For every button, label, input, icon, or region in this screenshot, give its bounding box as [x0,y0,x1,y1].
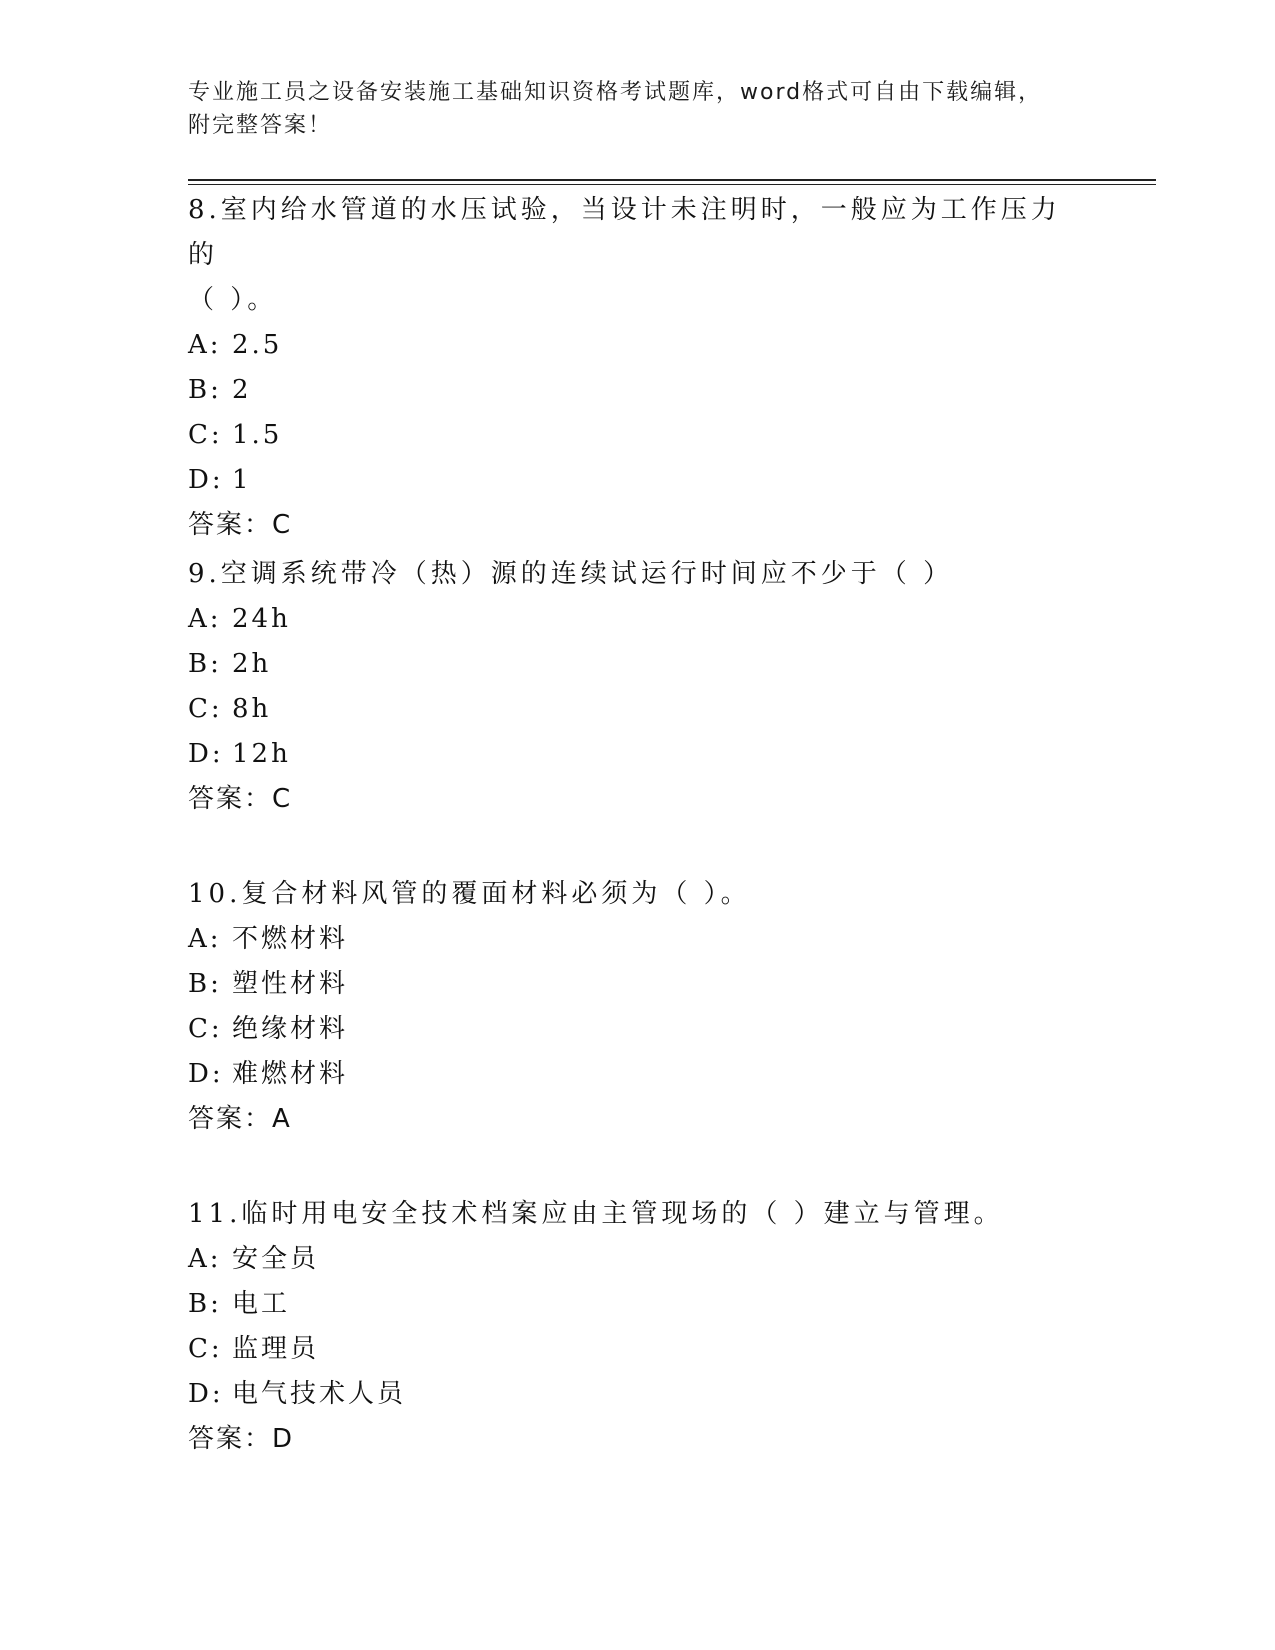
answer-line: 答案：C [188,510,293,540]
option-text: 监理员 [232,1334,320,1364]
option-letter: B: [188,649,222,679]
option-letter: C: [188,1334,223,1364]
option-b [188,642,1088,687]
option-a [188,323,1088,368]
option-letter: D: [188,1059,224,1089]
answer-line: 答案：A [188,1104,292,1134]
option-letter: C: [188,420,223,450]
option-letter: C: [188,1014,223,1044]
answer-line: 答案：C [188,784,293,814]
option-text: 2.5 [232,330,283,360]
option-text: 24h [232,604,291,634]
option-text: 安全员 [232,1244,320,1274]
option-text: 2 [232,375,252,405]
option-c [188,1327,1088,1372]
option-letter: D: [188,739,224,769]
option-text: 1 [232,465,252,495]
question-stem: 11.临时用电安全技术档案应由主管现场的（ ）建立与管理。 [188,1199,1004,1229]
option-a [188,597,1088,642]
option-a [188,917,1088,962]
option-d [188,458,1088,503]
question-11 [188,1192,1088,1462]
option-text: 不燃材料 [232,924,349,954]
option-letter: D: [188,465,224,495]
option-c [188,687,1088,732]
option-letter: A: [188,604,222,634]
option-c [188,413,1088,458]
question-stem-continued: （ ）。 [188,285,278,315]
option-text: 12h [232,739,291,769]
answer-line: 答案：D [188,1424,295,1454]
header-line-2: 附完整答案！ [188,113,333,138]
option-letter: B: [188,969,222,999]
option-c [188,1007,1088,1052]
option-text: 绝缘材料 [232,1014,349,1044]
question-10 [188,872,1088,1142]
question-stem: 10.复合材料风管的覆面材料必须为（ ）。 [188,879,751,909]
question-9 [188,552,1088,822]
option-text: 1.5 [232,420,283,450]
option-text: 电气技术人员 [232,1379,407,1409]
option-letter: A: [188,330,222,360]
option-letter: A: [188,1244,222,1274]
option-letter: B: [188,1289,222,1319]
header-divider-thick [188,179,1156,181]
option-b [188,962,1088,1007]
option-letter: B: [188,375,222,405]
document-header [188,76,1068,142]
option-letter: D: [188,1379,224,1409]
option-d [188,1052,1088,1097]
option-d [188,1372,1088,1417]
option-text: 电工 [232,1289,291,1319]
option-a [188,1237,1088,1282]
header-divider-thin [188,184,1156,185]
option-b [188,1282,1088,1327]
option-text: 塑性材料 [232,969,349,999]
header-line-1: 专业施工员之设备安装施工基础知识资格考试题库，word格式可自由下载编辑， [188,80,1043,105]
question-stem: 9.空调系统带冷（热）源的连续试运行时间应不少于（ ） [188,559,954,589]
option-letter: C: [188,694,223,724]
option-text: 8h [232,694,272,724]
option-d [188,732,1088,777]
question-8 [188,188,1088,548]
option-b [188,368,1088,413]
question-stem: 8.室内给水管道的水压试验，当设计未注明时，一般应为工作压力的 [188,195,1061,270]
option-text: 2h [232,649,272,679]
option-letter: A: [188,924,222,954]
option-text: 难燃材料 [232,1059,349,1089]
